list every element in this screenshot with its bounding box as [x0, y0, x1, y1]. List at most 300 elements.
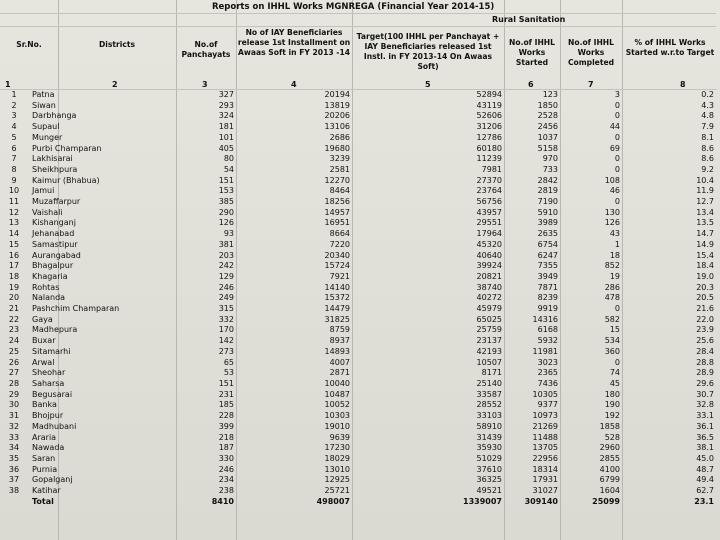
- header-works-started: No.of IHHL Works Started: [509, 38, 555, 67]
- cell-panchayats: 273: [218, 346, 234, 356]
- table-row: [0, 454, 716, 465]
- cell-started: 2456: [537, 122, 558, 132]
- table-row: [0, 122, 716, 133]
- cell-percent: 49.4: [696, 475, 714, 485]
- cell-completed: 44: [609, 122, 620, 132]
- cell-target: 56756: [476, 197, 502, 207]
- cell-sr-no: 28: [8, 378, 20, 388]
- table-row: [0, 411, 716, 422]
- cell-panchayats: 126: [218, 218, 234, 228]
- cell-iay: 2686: [329, 132, 350, 142]
- cell-district: Darbhanga: [32, 111, 77, 121]
- cell-started: 9377: [537, 400, 558, 410]
- cell-panchayats: 129: [218, 271, 234, 281]
- cell-target: 60180: [476, 143, 502, 153]
- cell-district: Nalanda: [32, 293, 66, 303]
- cell-target: 17964: [476, 229, 502, 239]
- cell-panchayats: 181: [218, 122, 234, 132]
- cell-iay: 16951: [324, 218, 350, 228]
- report-title: Reports on IHHL Works MGNREGA (Financial Year 2014-15): [212, 2, 495, 12]
- cell-target: 31439: [476, 432, 502, 442]
- cell-sr-no: 11: [8, 197, 20, 207]
- table-row: [0, 465, 716, 476]
- cell-district: Banka: [32, 400, 57, 410]
- cell-completed: 478: [604, 293, 620, 303]
- cell-percent: 29.6: [696, 378, 714, 388]
- cell-target: 40272: [476, 293, 502, 303]
- cell-target: 25140: [476, 378, 502, 388]
- cell-iay: 8937: [329, 336, 350, 346]
- table-row: [0, 240, 716, 251]
- cell-completed: 360: [604, 346, 620, 356]
- cell-started: 733: [542, 164, 558, 174]
- cell-target: 65025: [476, 314, 502, 324]
- cell-started: 6247: [537, 250, 558, 260]
- cell-sr-no: 34: [8, 443, 20, 453]
- cell-district: Gaya: [32, 314, 53, 324]
- cell-panchayats: 315: [218, 304, 234, 314]
- cell-percent: 13.4: [696, 207, 714, 217]
- cell-started: 5158: [537, 143, 558, 153]
- cell-target: 45979: [476, 304, 502, 314]
- cell-percent: 12.7: [696, 197, 714, 207]
- cell-panchayats: 187: [218, 443, 234, 453]
- cell-iay: 18029: [324, 453, 350, 463]
- cell-district: Saran: [32, 453, 56, 463]
- cell-panchayats: 203: [218, 250, 234, 260]
- cell-iay: 7220: [329, 239, 350, 249]
- cell-panchayats: 399: [218, 421, 234, 431]
- cell-percent: 28.4: [696, 346, 714, 356]
- cell-percent: 30.7: [696, 389, 714, 399]
- cell-panchayats: 332: [218, 314, 234, 324]
- table-row: [0, 336, 716, 347]
- cell-completed: 108: [604, 175, 620, 185]
- cell-completed: 528: [604, 432, 620, 442]
- cell-district: Gopalganj: [32, 475, 73, 485]
- cell-iay: 17230: [324, 443, 350, 453]
- table-row: [0, 347, 716, 358]
- cell-panchayats: 324: [218, 111, 234, 121]
- cell-sr-no: 10: [8, 186, 20, 196]
- cell-sr-no: 7: [11, 154, 17, 164]
- table-row: [0, 251, 716, 262]
- column-number: 5: [425, 80, 431, 89]
- cell-completed: 18: [609, 250, 620, 260]
- cell-district: Madhepura: [32, 325, 78, 335]
- table-row: [0, 101, 716, 112]
- cell-iay: 12925: [324, 475, 350, 485]
- cell-started: 10305: [532, 389, 558, 399]
- cell-started: 31027: [532, 486, 558, 496]
- cell-completed: 1604: [599, 486, 620, 496]
- table-row: [0, 390, 716, 401]
- cell-completed: 6799: [599, 475, 620, 485]
- table-row: [0, 315, 716, 326]
- cell-sr-no: 13: [8, 218, 20, 228]
- cell-started: 2365: [537, 368, 558, 378]
- cell-percent: 45.0: [696, 453, 714, 463]
- cell-completed: 4100: [599, 464, 620, 474]
- total-iay: 498007: [316, 496, 350, 506]
- total-panchayats: 8410: [211, 496, 234, 506]
- table-row: [0, 111, 716, 122]
- cell-sr-no: 18: [8, 271, 20, 281]
- cell-district: Bhojpur: [32, 411, 64, 421]
- column-number: 2: [112, 80, 118, 89]
- cell-sr-no: 29: [8, 389, 20, 399]
- cell-district: Muzaffarpur: [32, 197, 81, 207]
- cell-started: 2635: [537, 229, 558, 239]
- cell-sr-no: 4: [11, 122, 17, 132]
- cell-percent: 32.8: [696, 400, 714, 410]
- cell-percent: 14.7: [696, 229, 714, 239]
- cell-district: Jehanabad: [32, 229, 75, 239]
- cell-district: Siwan: [32, 100, 56, 110]
- cell-percent: 8.6: [701, 154, 714, 164]
- cell-panchayats: 242: [218, 261, 234, 271]
- cell-iay: 9639: [329, 432, 350, 442]
- cell-iay: 13106: [324, 122, 350, 132]
- cell-panchayats: 93: [223, 229, 234, 239]
- cell-district: Pashchim Champaran: [32, 304, 120, 314]
- cell-panchayats: 290: [218, 207, 234, 217]
- cell-sr-no: 17: [8, 261, 20, 271]
- cell-completed: 1858: [599, 421, 620, 431]
- table-row: [0, 475, 716, 486]
- table-row: [0, 229, 716, 240]
- cell-iay: 10052: [324, 400, 350, 410]
- cell-panchayats: 330: [218, 453, 234, 463]
- cell-iay: 10487: [324, 389, 350, 399]
- header-sr-no: Sr.No.: [16, 40, 42, 49]
- table-row: [0, 283, 716, 294]
- cell-district: Samastipur: [32, 239, 78, 249]
- table-row: [0, 144, 716, 155]
- cell-started: 970: [542, 154, 558, 164]
- cell-completed: 0: [614, 357, 620, 367]
- cell-district: Madhubani: [32, 421, 77, 431]
- cell-sr-no: 25: [8, 346, 20, 356]
- total-started: 309140: [524, 496, 558, 506]
- cell-iay: 15724: [324, 261, 350, 271]
- cell-sr-no: 5: [11, 132, 17, 142]
- cell-percent: 28.9: [696, 368, 714, 378]
- cell-percent: 48.7: [696, 464, 714, 474]
- cell-started: 2819: [537, 186, 558, 196]
- cell-completed: 69: [609, 143, 620, 153]
- cell-iay: 15372: [324, 293, 350, 303]
- cell-started: 2528: [537, 111, 558, 121]
- cell-percent: 15.4: [696, 250, 714, 260]
- cell-started: 1037: [537, 132, 558, 142]
- cell-completed: 0: [614, 197, 620, 207]
- cell-target: 7981: [481, 164, 502, 174]
- cell-target: 29551: [476, 218, 502, 228]
- cell-panchayats: 385: [218, 197, 234, 207]
- cell-completed: 180: [604, 389, 620, 399]
- cell-iay: 8464: [329, 186, 350, 196]
- cell-district: Saharsa: [32, 378, 65, 388]
- table-row: [0, 218, 716, 229]
- cell-completed: 0: [614, 154, 620, 164]
- cell-completed: 1: [614, 239, 620, 249]
- column-number: 3: [202, 80, 208, 89]
- cell-started: 7871: [537, 282, 558, 292]
- cell-completed: 45: [609, 378, 620, 388]
- cell-district: Buxar: [32, 336, 56, 346]
- cell-target: 37610: [476, 464, 502, 474]
- cell-percent: 0.2: [701, 90, 714, 99]
- cell-started: 3949: [537, 271, 558, 281]
- cell-target: 42193: [476, 346, 502, 356]
- table-row: [0, 379, 716, 390]
- cell-target: 8171: [481, 368, 502, 378]
- cell-district: Arwal: [32, 357, 55, 367]
- cell-iay: 2871: [329, 368, 350, 378]
- cell-target: 23764: [476, 186, 502, 196]
- cell-percent: 20.3: [696, 282, 714, 292]
- cell-started: 11981: [532, 346, 558, 356]
- cell-panchayats: 246: [218, 464, 234, 474]
- cell-sr-no: 2: [11, 100, 17, 110]
- cell-iay: 12270: [324, 175, 350, 185]
- cell-percent: 8.1: [701, 132, 714, 142]
- cell-target: 25759: [476, 325, 502, 335]
- cell-district: Purnia: [32, 464, 58, 474]
- cell-district: Jamui: [32, 186, 55, 196]
- cell-percent: 10.4: [696, 175, 714, 185]
- cell-completed: 74: [609, 368, 620, 378]
- cell-iay: 19680: [324, 143, 350, 153]
- cell-percent: 9.2: [701, 164, 714, 174]
- cell-percent: 11.9: [696, 186, 714, 196]
- cell-completed: 130: [604, 207, 620, 217]
- cell-started: 7355: [537, 261, 558, 271]
- cell-iay: 13819: [324, 100, 350, 110]
- column-number: 7: [588, 80, 594, 89]
- cell-district: Bhagalpur: [32, 261, 74, 271]
- cell-target: 52606: [476, 111, 502, 121]
- total-completed: 25099: [592, 496, 620, 506]
- cell-percent: 28.8: [696, 357, 714, 367]
- cell-iay: 2581: [329, 164, 350, 174]
- cell-target: 12786: [476, 132, 502, 142]
- cell-completed: 15: [609, 325, 620, 335]
- cell-target: 28552: [476, 400, 502, 410]
- header-percent-started: % of IHHL Works Started w.r.to Target: [625, 38, 715, 57]
- cell-completed: 19: [609, 271, 620, 281]
- cell-district: Munger: [32, 132, 63, 142]
- cell-panchayats: 142: [218, 336, 234, 346]
- table-row: [0, 433, 716, 444]
- table-row: [0, 208, 716, 219]
- cell-started: 8239: [537, 293, 558, 303]
- header-target: Target(100 IHHL per Panchayat + IAY Beneficiaries released 1st Instl. in FY 2013-14 On Awaas Soft): [356, 32, 500, 71]
- cell-district: Araria: [32, 432, 57, 442]
- cell-sr-no: 24: [8, 336, 20, 346]
- cell-target: 10507: [476, 357, 502, 367]
- cell-district: Begusarai: [32, 389, 73, 399]
- cell-started: 3989: [537, 218, 558, 228]
- cell-iay: 18256: [324, 197, 350, 207]
- cell-started: 14316: [532, 314, 558, 324]
- cell-panchayats: 381: [218, 239, 234, 249]
- cell-sr-no: 23: [8, 325, 20, 335]
- cell-started: 18314: [532, 464, 558, 474]
- cell-sr-no: 12: [8, 207, 20, 217]
- cell-started: 6168: [537, 325, 558, 335]
- cell-sr-no: 8: [11, 164, 17, 174]
- cell-sr-no: 22: [8, 314, 20, 324]
- cell-percent: 20.5: [696, 293, 714, 303]
- ihhl-works-table: [0, 90, 716, 507]
- cell-iay: 20194: [324, 90, 350, 99]
- cell-percent: 8.6: [701, 143, 714, 153]
- cell-panchayats: 234: [218, 475, 234, 485]
- cell-panchayats: 293: [218, 100, 234, 110]
- cell-target: 31206: [476, 122, 502, 132]
- cell-started: 1850: [537, 100, 558, 110]
- cell-target: 43119: [476, 100, 502, 110]
- header-iay-beneficiaries: No of IAY Beneficiaries release 1st Installment on Awaas Soft in FY 2013 -14: [237, 28, 351, 57]
- cell-district: Sheikhpura: [32, 164, 78, 174]
- cell-completed: 0: [614, 100, 620, 110]
- cell-completed: 582: [604, 314, 620, 324]
- cell-target: 27370: [476, 175, 502, 185]
- table-row: [0, 154, 716, 165]
- cell-target: 39924: [476, 261, 502, 271]
- cell-started: 2842: [537, 175, 558, 185]
- table-row: [0, 165, 716, 176]
- column-number: 8: [680, 80, 686, 89]
- cell-sr-no: 35: [8, 453, 20, 463]
- cell-percent: 13.5: [696, 218, 714, 228]
- cell-completed: 190: [604, 400, 620, 410]
- cell-sr-no: 33: [8, 432, 20, 442]
- cell-percent: 18.4: [696, 261, 714, 271]
- cell-panchayats: 151: [218, 175, 234, 185]
- cell-iay: 14140: [324, 282, 350, 292]
- cell-panchayats: 151: [218, 378, 234, 388]
- cell-percent: 25.6: [696, 336, 714, 346]
- cell-panchayats: 53: [223, 368, 234, 378]
- cell-completed: 286: [604, 282, 620, 292]
- cell-sr-no: 3: [11, 111, 17, 121]
- cell-district: Katihar: [32, 486, 61, 496]
- column-number: 4: [291, 80, 297, 89]
- cell-percent: 21.6: [696, 304, 714, 314]
- cell-panchayats: 153: [218, 186, 234, 196]
- cell-percent: 14.9: [696, 239, 714, 249]
- cell-target: 38740: [476, 282, 502, 292]
- cell-target: 49521: [476, 486, 502, 496]
- table-row: [0, 293, 716, 304]
- cell-district: Sheohar: [32, 368, 66, 378]
- cell-panchayats: 65: [223, 357, 234, 367]
- cell-percent: 19.0: [696, 271, 714, 281]
- cell-percent: 38.1: [696, 443, 714, 453]
- cell-district: Lakhisarai: [32, 154, 73, 164]
- header-districts: Districts: [98, 40, 136, 49]
- cell-percent: 62.7: [696, 486, 714, 496]
- cell-started: 21269: [532, 421, 558, 431]
- cell-started: 7190: [537, 197, 558, 207]
- cell-iay: 13010: [324, 464, 350, 474]
- cell-percent: 36.5: [696, 432, 714, 442]
- cell-completed: 3: [614, 90, 620, 99]
- cell-district: Aurangabad: [32, 250, 81, 260]
- cell-started: 123: [542, 90, 558, 99]
- cell-sr-no: 20: [8, 293, 20, 303]
- cell-percent: 33.1: [696, 411, 714, 421]
- cell-panchayats: 101: [218, 132, 234, 142]
- cell-panchayats: 170: [218, 325, 234, 335]
- cell-percent: 4.3: [701, 100, 714, 110]
- cell-target: 58910: [476, 421, 502, 431]
- table-row: [0, 443, 716, 454]
- cell-iay: 10303: [324, 411, 350, 421]
- cell-sr-no: 9: [11, 175, 17, 185]
- cell-sr-no: 16: [8, 250, 20, 260]
- cell-started: 5910: [537, 207, 558, 217]
- cell-started: 7436: [537, 378, 558, 388]
- table-row: [0, 261, 716, 272]
- cell-sr-no: 32: [8, 421, 20, 431]
- table-row: [0, 422, 716, 433]
- cell-panchayats: 231: [218, 389, 234, 399]
- table-row: [0, 90, 716, 101]
- cell-iay: 4007: [329, 357, 350, 367]
- cell-started: 9919: [537, 304, 558, 314]
- cell-percent: 4.8: [701, 111, 714, 121]
- cell-sr-no: 19: [8, 282, 20, 292]
- report-subtitle: Rural Sanitation: [492, 15, 566, 24]
- cell-iay: 14479: [324, 304, 350, 314]
- cell-panchayats: 327: [218, 90, 234, 99]
- cell-started: 5932: [537, 336, 558, 346]
- table-row: [0, 358, 716, 369]
- table-row: [0, 272, 716, 283]
- cell-target: 52894: [476, 90, 502, 99]
- table-row: [0, 400, 716, 411]
- cell-district: Supaul: [32, 122, 60, 132]
- cell-district: Vaishali: [32, 207, 63, 217]
- cell-completed: 0: [614, 111, 620, 121]
- cell-started: 17931: [532, 475, 558, 485]
- cell-completed: 2855: [599, 453, 620, 463]
- cell-district: Kaimur (Bhabua): [32, 175, 100, 185]
- cell-district: Kishanganj: [32, 218, 76, 228]
- cell-sr-no: 15: [8, 239, 20, 249]
- cell-completed: 0: [614, 132, 620, 142]
- cell-panchayats: 80: [223, 154, 234, 164]
- cell-panchayats: 405: [218, 143, 234, 153]
- cell-panchayats: 228: [218, 411, 234, 421]
- table-row: [0, 325, 716, 336]
- cell-sr-no: 31: [8, 411, 20, 421]
- cell-district: Patna: [32, 90, 55, 99]
- total-row: [0, 497, 716, 508]
- cell-target: 51029: [476, 453, 502, 463]
- cell-completed: 0: [614, 304, 620, 314]
- total-sr-no: [0, 497, 28, 508]
- table-row: [0, 186, 716, 197]
- cell-started: 10973: [532, 411, 558, 421]
- cell-iay: 8759: [329, 325, 350, 335]
- cell-sr-no: 26: [8, 357, 20, 367]
- cell-target: 40640: [476, 250, 502, 260]
